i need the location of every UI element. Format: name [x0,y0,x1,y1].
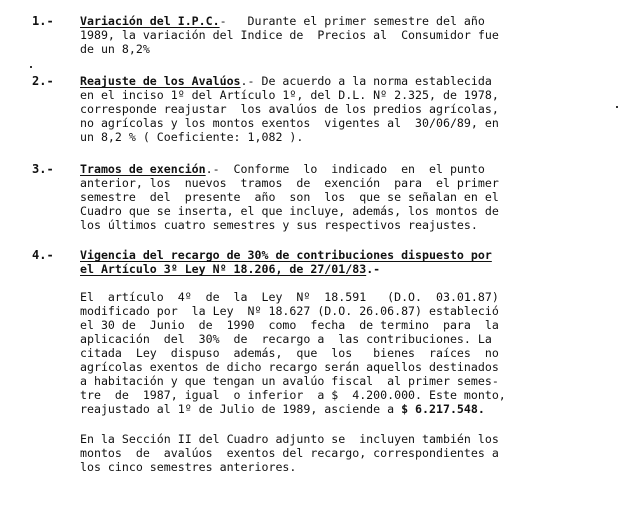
item-2-heading: Reajuste de los Avalúos [80,74,241,88]
item-1-line-2: 1989, la variación del Indice de Precios al Consumidor fue [80,28,499,42]
item-1-line-3: de un 8,2% [80,42,150,56]
item-2-line-2: en el inciso 1º del Artículo 1º, del D.L. Nº 2.325, de 1978, [80,88,499,102]
item-4-para-1-line-1: El artículo 4º de la Ley Nº 18.591 (D.O. 03.01.87) [80,290,499,304]
item-3-line-2: anterior, los nuevos tramos de exención para el primer [80,176,499,190]
item-1-first-line [80,14,485,28]
item-4-heading-tail: .- [366,262,381,276]
item-3-heading: Tramos de exención [80,162,206,176]
item-2-line-3: corresponde reajustar los avalúos de los predios agrícolas, [80,102,499,116]
item-4-para-1-line-7: a habitación y que tengan un avalúo fiscal al primer semes- [80,374,499,388]
item-4-para-1-line-9 [80,402,485,416]
item-1-line-1: - Durante el primer semestre del año [219,14,485,28]
item-3-line-5: los últimos cuatro semestres y sus respectivos reajustes. [80,218,478,232]
item-1-number: 1.- [32,14,54,28]
item-4-number: 4.- [32,248,54,262]
item-4-para-1-line-4: aplicación del 30% de recargo a las contribuciones. La [80,332,492,346]
item-3-number: 3.- [32,162,54,176]
item-4-para-1-line-2: modificado por la Ley Nº 18.627 (D.O. 26.06.87) estableció [80,304,499,318]
item-2-number: 2.- [32,74,54,88]
item-2-line-5: un 8,2 % ( Coeficiente: 1,082 ). [80,130,304,144]
item-4-heading-2: el Artículo 3º Ley Nº 18.206, de 27/01/83 [80,262,367,276]
item-4-para-1-line-5: citada Ley dispuso además, que los bienes raíces no [80,346,499,360]
item-4-heading-line-2 [80,262,380,276]
item-3-line-3: semestre del presente año son los que se señalan en el [80,190,499,204]
item-4-heading-line-1 [80,248,492,262]
item-4-para-2-line-3: los cinco semestres anteriores. [80,460,297,474]
scan-speck [616,106,618,108]
item-4-amount: $ 6.217.548. [401,402,485,416]
item-4-para-1-line-6: agrícolas exentos de dicho recargo serán aquellos destinados [80,360,499,374]
item-4-para-2-line-2: montos de avalúos exentos del recargo, correspondientes a [80,446,499,460]
item-2-first-line [80,74,492,88]
item-4-para-1-line-3: el 30 de Junio de 1990 como fecha de termino para la [80,318,499,332]
item-4-para-1-last-prefix: reajustado al 1º de Julio de 1989, asciende a [80,402,402,416]
scan-speck [30,66,32,68]
item-2-line-1: .- De acuerdo a la norma establecida [240,74,492,88]
item-1-heading: Variación del I.P.C. [80,14,220,28]
item-3-line-4: Cuadro que se inserta, el que incluye, además, los montos de [80,204,499,218]
item-4-para-1-line-8: tre de 1987, igual o inferior a $ 4.200.000. Este monto, [80,388,506,402]
item-4-heading-1: Vigencia del recargo de 30% de contribuciones dispuesto por [80,248,492,262]
item-3-line-1: .- Conforme lo indicado en el punto [205,162,485,176]
item-2-line-4: no agrícolas y los montos exentos vigentes al 30/06/89, en [80,116,499,130]
item-4-para-2-line-1: En la Sección II del Cuadro adjunto se incluyen también los [80,432,499,446]
item-3-first-line [80,162,485,176]
